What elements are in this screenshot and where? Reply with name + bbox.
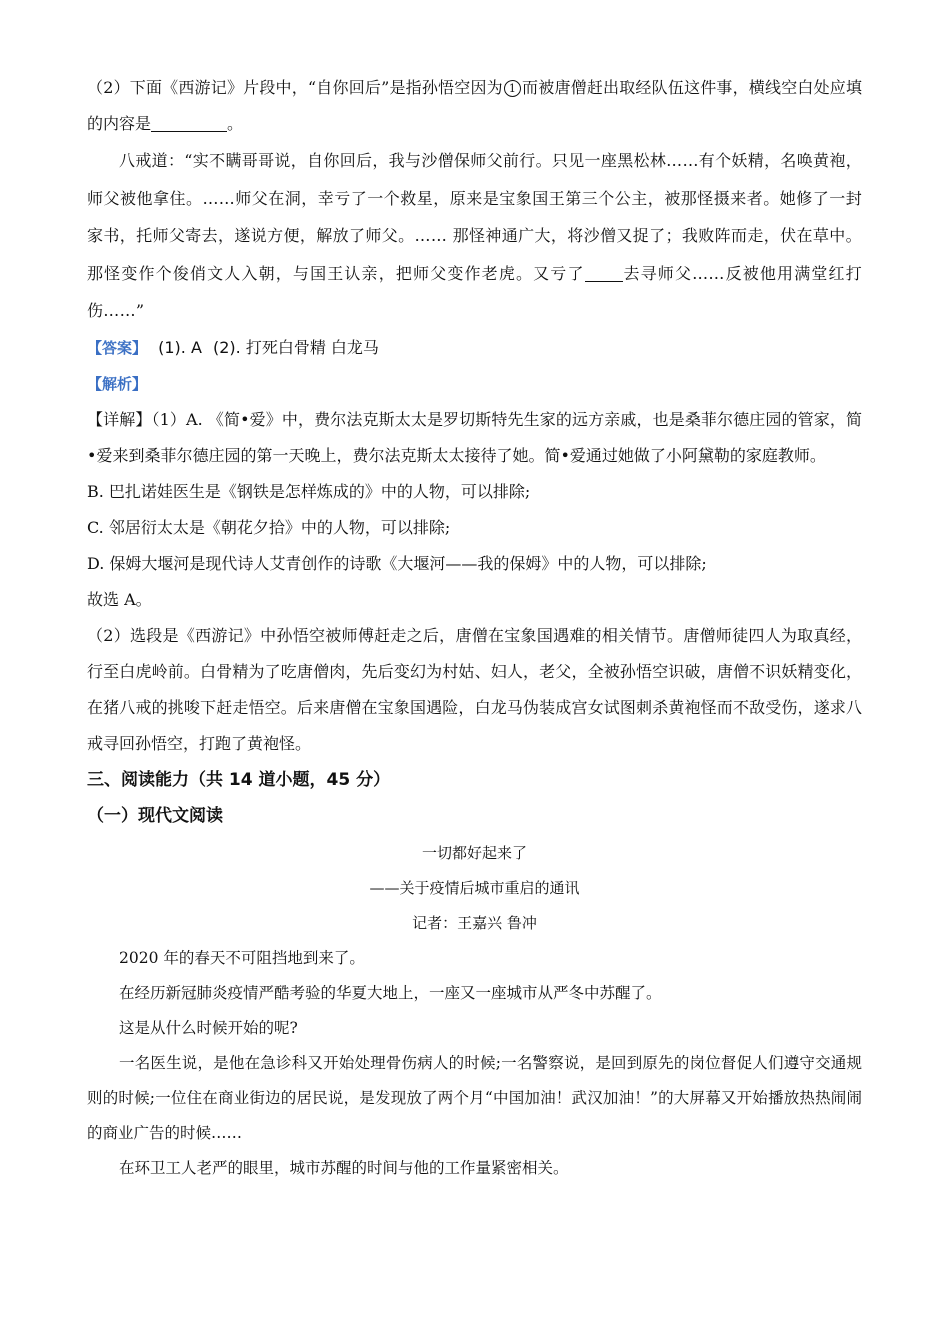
section-3-subtitle: （一）现代文阅读 (87, 805, 223, 826)
answer-part-1: (1). A (158, 337, 202, 357)
article-title: 一切都好起来了 (421, 843, 527, 862)
article-paragraph: 一名医生说，是他在急诊科又开始处理骨伤病人的时候;一名警察说，是回到原先的岗位督促人们遵守交通规则的时候;一位住在商业街边的居民说，是发现放了两个月“中国加油！武汉加油！”的大屏幕又开始播放热热闹闹的商业广告的时候…… (87, 1053, 862, 1142)
excerpt-text-a: 八戒道：“实不瞒哥哥说，自你回后，我与沙僧保师父前行。只见一座黑松林……有个妖精，名唤黄袍，师父被他拿住。……师父在洞，幸亏了一个救星，原来是宝象国王第三个公主，被那怪摄来者。她修了一封家书，托师父寄去，遂说方便，解放了师父。…… 那怪神通广大，将沙僧又捉了；我败阵而走，伏在草中。那怪变作个俊俏文人入朝，与国王认亲，把师父变作老虎。又亏了 (87, 151, 862, 283)
article-paragraph: 在经历新冠肺炎疫情严酷考验的华夏大地上，一座又一座城市从严冬中苏醒了。 (119, 983, 662, 1002)
answer-blank (151, 113, 227, 132)
answer-part-2: (2). 打死白骨精 白龙马 (212, 337, 379, 357)
analysis-paragraph-3: C. 邻居衍太太是《朝花夕拾》中的人物，可以排除; (87, 517, 451, 537)
analysis-paragraph-5: 故选 A。 (87, 589, 152, 609)
question-2-prompt (87, 70, 862, 142)
excerpt-blank (585, 263, 623, 282)
analysis-text-1: （1）A. 《简•爱》中，费尔法克斯太太是罗切斯特先生家的远方亲戚，也是桑菲尔德庄园的管家，简•爱来到桑菲尔德庄园的第一天晚上，费尔法克斯太太接待了她。简•爱通过她做了小阿黛勒的家庭教师。 (87, 409, 862, 465)
analysis-tag: 【解析】 (87, 374, 148, 393)
detail-label: 【详解】 (87, 409, 152, 429)
article-subtitle: ——关于疫情后城市重启的通讯 (369, 878, 580, 897)
analysis-paragraph-1 (87, 402, 862, 474)
question-2-text-b: 而被唐僧赶出取经队伍这件事，横线空白处应填的内容是 (87, 78, 862, 133)
analysis-paragraph-2: B. 巴扎诺娃医生是《钢铁是怎样炼成的》中的人物，可以排除; (87, 481, 531, 501)
article-paragraph: 2020 年的春天不可阻挡地到来了。 (119, 948, 365, 967)
article-reporter: 记者：王嘉兴 鲁冲 (412, 913, 537, 932)
article-paragraph: 这是从什么时候开始的呢? (119, 1018, 298, 1037)
section-3-title: 三、阅读能力（共 14 道小题，45 分） (87, 769, 391, 790)
document-page (87, 70, 862, 1186)
article-paragraph: 在环卫工人老严的眼里，城市苏醒的时间与他的工作量紧密相关。 (119, 1158, 569, 1177)
circled-number: 1 (504, 80, 521, 97)
answer-line (87, 330, 862, 366)
question-2-text-c: 。 (227, 114, 244, 133)
excerpt-quote (87, 142, 862, 330)
excerpt-text-b: 去寻师父……反被他用满堂红打伤……” (87, 263, 862, 320)
analysis-paragraph-4: D. 保姆大堰河是现代诗人艾青创作的诗歌《大堰河——我的保姆》中的人物，可以排除; (87, 553, 707, 573)
question-2-text-a: （2）下面《西游记》片段中，“自你回后”是指孙悟空因为 (87, 78, 503, 97)
answer-tag: 【答案】 (87, 338, 148, 357)
analysis-heading (87, 366, 862, 402)
analysis-paragraph-6: （2）选段是《西游记》中孙悟空被师傅赶走之后，唐僧在宝象国遇难的相关情节。唐僧师徒四人为取真经，行至白虎岭前。白骨精为了吃唐僧肉，先后变幻为村姑、妇人，老父，全被孙悟空识破，唐僧不识妖精变化，在猪八戒的挑唆下赶走悟空。后来唐僧在宝象国遇险，白龙马伪装成宫女试图刺杀黄袍怪而不敌受伤，遂求八戒寻回孙悟空，打跑了黄袍怪。 (87, 625, 862, 753)
